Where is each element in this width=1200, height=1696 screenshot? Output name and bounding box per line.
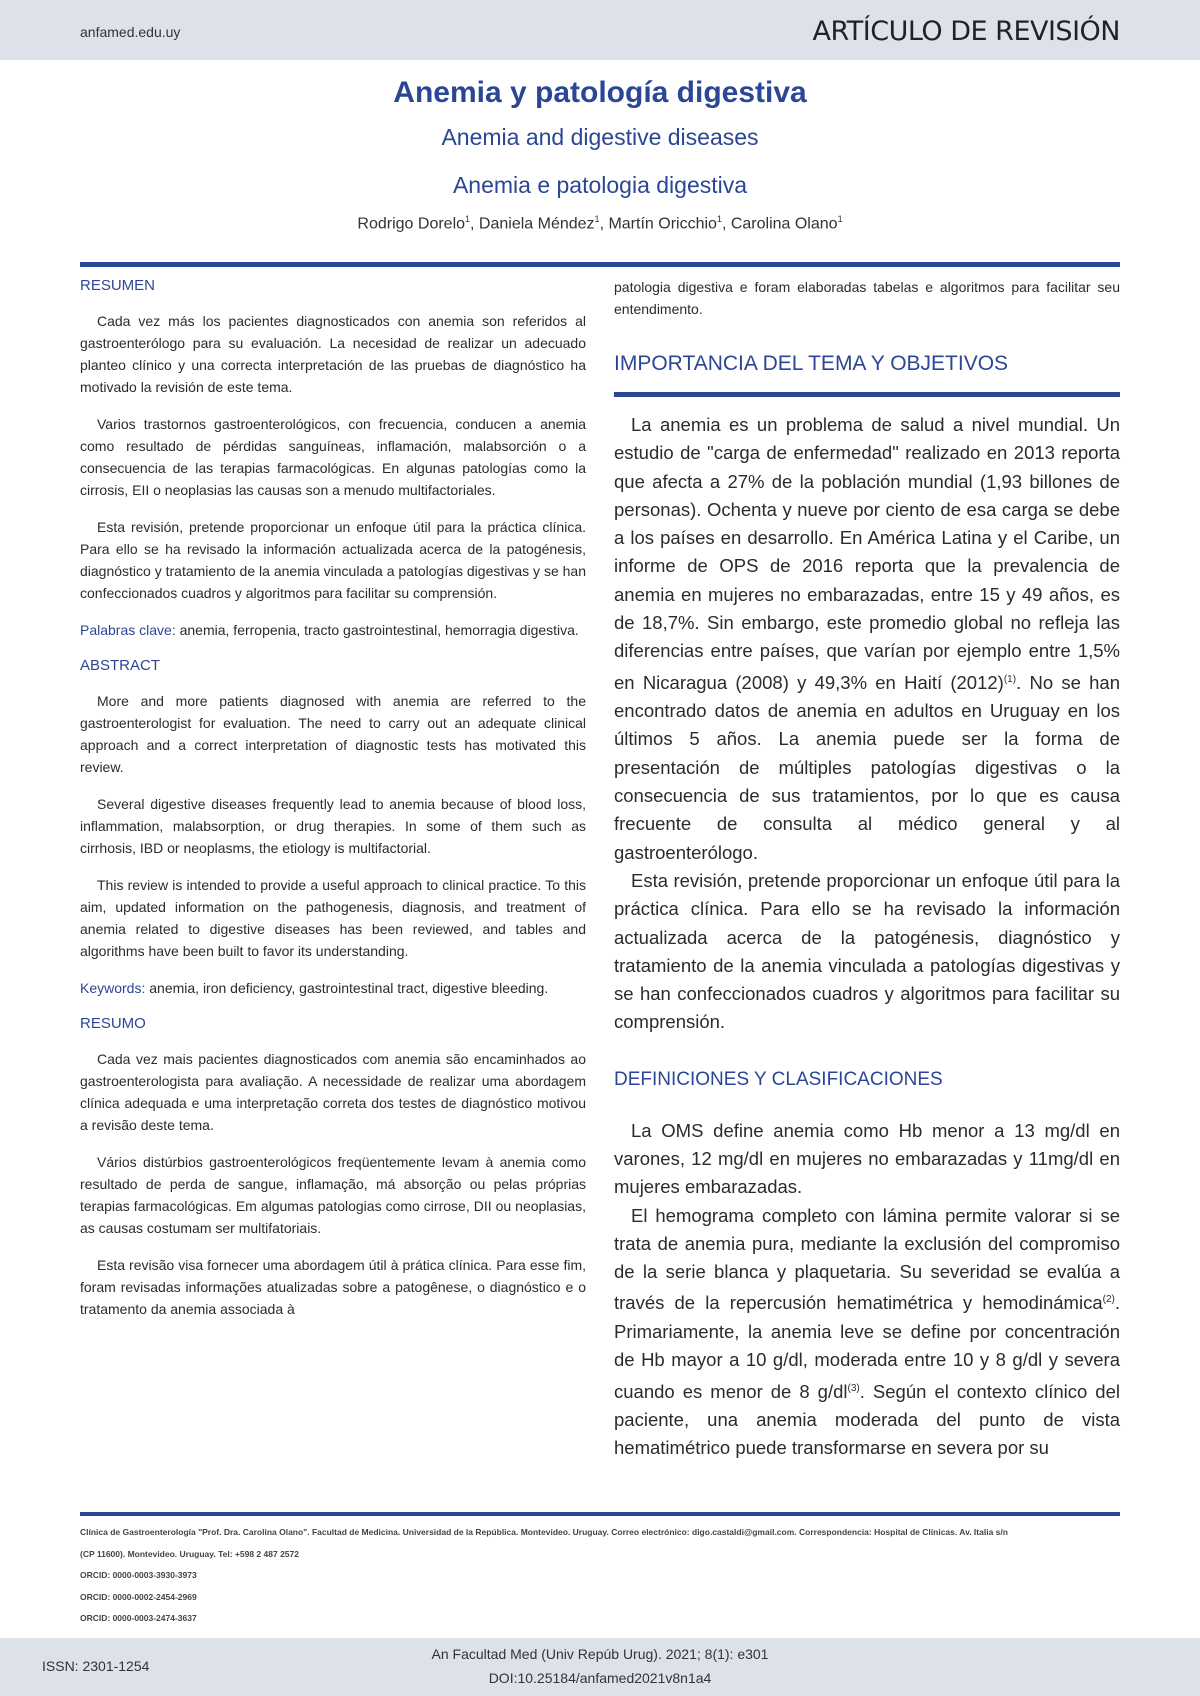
citation-line: An Facultad Med (Univ Repúb Urug). 2021; 8(1): e301 — [431, 1646, 769, 1662]
author-affiliation-mark: 1 — [465, 214, 471, 224]
doi-link[interactable]: DOI:10.25184/anfamed2021v8n1a4 — [488, 1670, 712, 1686]
definiciones-paragraph: La OMS define anemia como Hb menor a 13 mg/dl en varones, 12 mg/dl en mujeres no embarazadas y 11mg/dl en mujeres embarazadas. — [614, 1119, 1120, 1198]
reference-mark[interactable]: (1) — [1003, 673, 1017, 685]
top-banner — [0, 0, 1200, 60]
definiciones-heading: DEFINICIONES Y CLASIFICACIONES — [614, 1068, 943, 1090]
orcid-note[interactable]: ORCID: 0000-0003-2474-3637 — [80, 1613, 197, 1623]
keywords-text: anemia, iron deficiency, gastrointestinal tract, digestive bleeding. — [145, 980, 549, 996]
resumen-paragraph: Varios trastornos gastroenterológicos, con frecuencia, conducen a anemia como resultado de pérdidas sanguíneas, inflamación, malabsorción o a consecuencia de las terapias farmacológicas. En algunas patologías como la cirrosis, EII o neoplasias las causas son a menudo multifactoriales. — [80, 416, 586, 498]
right-column — [614, 276, 1120, 1463]
author-name: Daniela Méndez — [478, 215, 595, 233]
bottom-banner — [0, 1638, 1200, 1696]
resumen-keywords — [80, 619, 586, 641]
author-list: Rodrigo Dorelo$^1$, Daniela Méndez$^1$, Martín Oricchio$^1$, Carolina Olano$^1$ — [357, 214, 843, 233]
author-name: Martín Oricchio — [608, 215, 717, 233]
left-column — [80, 276, 586, 1335]
importancia-heading: IMPORTANCIA DEL TEMA Y OBJETIVOS — [614, 352, 1009, 375]
definiciones-paragraph: El hemograma completo con lámina permite valorar si se trata de anemia pura, mediante la exclusión del compromiso de la serie blanca y plaquetaria. Su severidad se evalúa a través de la repercusión hematimétrica y hemodinámica$^{(2)}$. Primariamente, la anemia leve se define por concentración de Hb mayor a 10 g/dl, moderada entre 10 y 8 g/dl y severa cuando es menor de 8 $g/dl^{(3)}$. Según el contexto clínico del paciente, una anemia moderada del punto de vista hematimétrico puede transformarse en severa por su — [614, 1204, 1120, 1459]
abstract-keywords — [80, 977, 586, 999]
orcid-note[interactable]: ORCID: 0000-0003-3930-3973 — [80, 1570, 197, 1580]
abstract-paragraph: More and more patients diagnosed with anemia are referred to the gastroenterologist for evaluation. The need to carry out an adequate clinical approach and a correct interpretation of diagnostic tests has motivated this review. — [80, 693, 586, 775]
header-divider — [80, 262, 1120, 267]
author-affiliation-mark: 1 — [837, 214, 843, 224]
abstract-heading: ABSTRACT — [80, 657, 161, 674]
issn-label: ISSN: 2301-1254 — [42, 1658, 150, 1674]
title-english: Anemia and digestive diseases — [441, 124, 759, 150]
article-type-label: ARTÍCULO DE REVISIÓN — [812, 16, 1120, 47]
resumo-paragraph: Vários distúrbios gastroenterológicos freqüentemente levam à anemia como resultado de perda de sangue, inflamação, má absorção ou pelas próprias terapias farmacológicas. Em algumas patologias como cirrose, DII ou neoplasias, as causas costumam ser multifatoriais. — [80, 1154, 586, 1236]
footnotes — [80, 1526, 1120, 1634]
abstract-paragraph: Several digestive diseases frequently lead to anemia because of blood loss, inflammation, malabsorption, or drug therapies. In some of them such as cirrhosis, IBD or neoplasms, the etiology is multifactorial. — [80, 796, 586, 856]
keywords-text: anemia, ferropenia, tracto gastrointestinal, hemorragia digestiva. — [175, 622, 579, 638]
resumo-continuation: patologia digestiva e foram elaboradas tabelas e algoritmos para facilitar seu entendimento. — [614, 279, 1120, 317]
affiliation-note: Clínica de Gastroenterología "Prof. Dra. Carolina Olano". Facultad de Medicina. Universidad de la República. Montevideo. Uruguay. Correo electrónico: digo.castaldi@gmail.com. Correspondencia: Hospital de Clínicas. Av. Italia s/n — [80, 1527, 1008, 1537]
resumen-heading: RESUMEN — [80, 277, 156, 294]
affiliation-note: (CP 11600). Montevideo. Uruguay. Tel: +598 2 487 2572 — [80, 1548, 299, 1559]
reference-mark[interactable]: (2) — [1102, 1294, 1115, 1306]
orcid-note[interactable]: ORCID: 0000-0002-2454-2969 — [80, 1591, 197, 1602]
title-spanish: Anemia y patología digestiva — [393, 76, 807, 109]
title-block — [0, 74, 1200, 233]
author-affiliation-mark: 1 — [716, 214, 722, 224]
author-affiliation-mark: 1 — [594, 214, 600, 224]
author-name: Carolina Olano — [730, 215, 838, 233]
section-divider — [614, 392, 1120, 397]
footnote-divider — [80, 1512, 1120, 1516]
title-portuguese: Anemia e patologia digestiva — [452, 172, 748, 198]
reference-mark[interactable]: (3) — [847, 1382, 860, 1394]
journal-site[interactable]: anfamed.edu.uy — [80, 24, 181, 40]
importancia-paragraph: Esta revisión, pretende proporcionar un enfoque útil para la práctica clínica. Para ello se ha revisado la información actualizada acerca de la patogénesis, diagnóstico y tratamiento de la anemia vinculada a patologías digestivas y se han confeccionados cuadros y algoritmos para facilitar su comprensión. — [614, 869, 1120, 1033]
resumen-paragraph: Cada vez más los pacientes diagnosticados con anemia son referidos al gastroenterólogo para su evaluación. La necesidad de realizar un adecuado planteo clínico y una correcta interpretación de las pruebas de diagnóstico ha motivado la revisión de este tema. — [80, 313, 586, 395]
keywords-label: Keywords: — [80, 980, 146, 996]
resumo-heading: RESUMO — [80, 1015, 146, 1032]
resumen-paragraph: Esta revisión, pretende proporcionar un enfoque útil para la práctica clínica. Para ello se ha revisado la información actualizada acerca de la patogénesis, diagnóstico y tratamiento de la anemia vinculada a patologías digestivas y se han confeccionados cuadros y algoritmos para facilitar su comprensión. — [80, 519, 586, 601]
abstract-paragraph: This review is intended to provide a useful approach to clinical practice. To this aim, updated information on the pathogenesis, diagnosis, and treatment of anemia related to digestive diseases has been reviewed, and tables and algorithms have been built to favor its understanding. — [80, 877, 586, 959]
resumo-paragraph: Cada vez mais pacientes diagnosticados com anemia são encaminhados ao gastroenterologista para avaliação. A necessidade de realizar uma abordagem clínica adequada e uma interpretação correta dos testes de diagnóstico motivou a revisão deste tema. — [80, 1051, 586, 1133]
keywords-label: Palabras clave: — [80, 622, 176, 638]
importancia-paragraph: La anemia es un problema de salud a nivel mundial. Un estudio de "carga de enfermedad" realizado en 2013 reporta que afecta a 27% de la población mundial (1,93 billones de personas). Ochenta y nueve por ciento de esa carga se debe a los países en desarrollo. En América Latina y el Caribe, un informe de OPS de 2016 reporta que la prevalencia de anemia en mujeres no embarazadas, entre 15 y 49 años, es de 18,7%. Sin embargo, este promedio global no refleja las diferencias entre países, que varían por ejemplo entre 1,5% en Nicaragua (2008) y 49,3% en Haití $(2012)^{(1)}$. No se han encontrado datos de anemia en adultos en Uruguay en los últimos 5 años. La anemia puede ser la forma de presentación de múltiples patologías digestivas o la consecuencia de sus tratamientos, por lo que es causa frecuente de consulta al médico general y al gastroenterólogo. — [614, 414, 1120, 863]
resumo-paragraph: Esta revisão visa fornecer uma abordagem útil à prática clínica. Para esse fim, foram revisadas informações atualizadas sobre a patogênese, o diagnóstico e o tratamento da anemia associada à — [80, 1257, 586, 1317]
author-name: Rodrigo Dorelo — [357, 215, 466, 233]
